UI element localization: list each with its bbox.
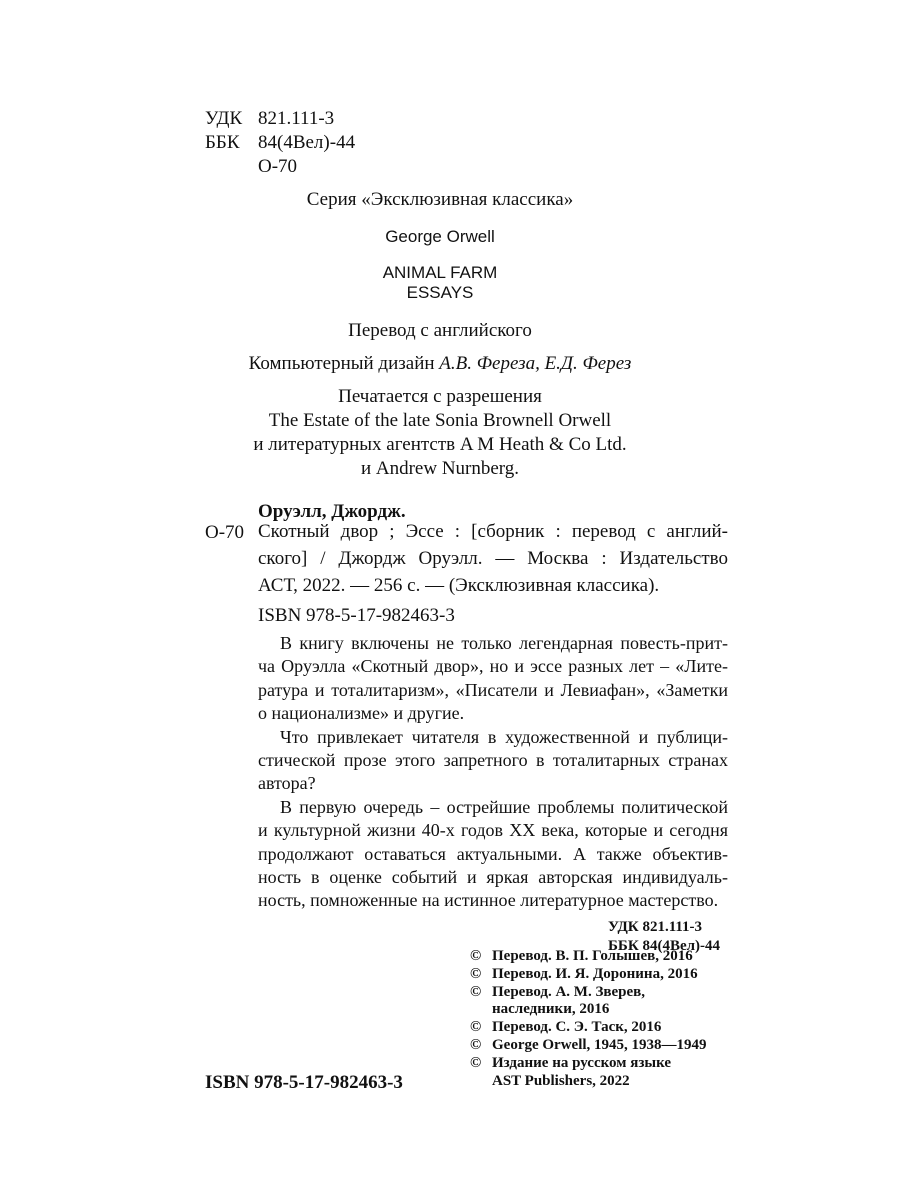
original-title-line-2: ESSAYS xyxy=(406,283,474,302)
isbn-bottom: ISBN 978-5-17-982463-3 xyxy=(205,1072,403,1093)
design-credit xyxy=(0,351,880,376)
bbk-code: 84(4Вел)-44 xyxy=(258,132,356,153)
design-names: А.В. Фереза, Е.Д. Ферез xyxy=(439,353,632,374)
copyright-line: © Издание на русском языке xyxy=(470,1054,672,1071)
annotation-line: В книгу включены не только легендарная повесть-прит- xyxy=(280,633,728,653)
copyright-symbol: © xyxy=(470,1036,482,1053)
design-prefix: Компьютерный дизайн xyxy=(248,353,440,374)
bbk-bottom: ББК 84(4Вел)-44 xyxy=(608,938,721,954)
udk-label: УДК xyxy=(205,108,243,129)
translation-note: Перевод с английского xyxy=(348,320,532,341)
copyright-symbol: © xyxy=(470,983,482,1000)
cutter-code: О-70 xyxy=(258,156,298,177)
annotation-line: и культурной жизни 40-х годов XX века, которые и сегодня xyxy=(258,820,728,841)
udk-code: 821.111-3 xyxy=(258,108,335,129)
author-heading: Оруэлл, Джордж. xyxy=(258,501,406,522)
copyright-symbol: © xyxy=(470,1054,482,1071)
permission-line-4: и Andrew Nurnberg. xyxy=(360,458,520,479)
copyright-line: © Перевод. В. П. Голышев, 2016 xyxy=(470,948,693,964)
annotation-line: ча Оруэлла «Скотный двор», но и эссе разных лет – «Лите- xyxy=(258,656,728,677)
biblio-line: АСТ, 2022. — 256 с. — (Эксклюзивная классика). xyxy=(258,575,660,596)
biblio-line: Скотный двор ; Эссе : [сборник : перевод с англий- xyxy=(258,521,728,542)
annotation-line: Что привлекает читателя в художественной и публици- xyxy=(280,726,728,747)
permission-line-1: Печатается с разрешения xyxy=(338,386,542,407)
annotation-line: В первую очередь – острейшие проблемы политической xyxy=(280,796,728,817)
copyright-line-continued: наследники, 2016 xyxy=(492,1001,610,1018)
original-author: George Orwell xyxy=(385,227,495,246)
copyright-symbol: © xyxy=(470,948,482,964)
permission-line-2: The Estate of the late Sonia Brownell Orwell xyxy=(268,410,612,431)
cutter-mark: О-70 xyxy=(205,522,245,543)
copyright-line: © Перевод. И. Я. Доронина, 2016 xyxy=(470,965,698,982)
bibliographic-description xyxy=(258,518,728,599)
original-title-line-1: ANIMAL FARM xyxy=(382,263,498,282)
copyright-block xyxy=(470,948,707,1090)
isbn-line: ISBN 978-5-17-982463-3 xyxy=(258,605,455,626)
copyright-line: © Перевод. А. М. Зверев, xyxy=(470,983,645,1000)
biblio-line: ского] / Джордж Оруэлл. — Москва : Издательство xyxy=(258,548,728,569)
annotation xyxy=(258,632,728,913)
annotation-line: ность, помноженные на истинное литературное мастерство. xyxy=(258,890,719,911)
annotation-line: продолжают оставаться актуальными. А также объектив- xyxy=(258,843,728,864)
copyright-symbol: © xyxy=(470,965,482,982)
annotation-line: стической прозе этого запретного в тоталитарных странах xyxy=(258,750,728,771)
annotation-line: автора? xyxy=(258,773,316,794)
permission-line-3: и литературных агентств A M Heath & Co Ltd. xyxy=(253,434,627,455)
copyright-line-continued: AST Publishers, 2022 xyxy=(492,1072,630,1089)
bbk-label: ББК xyxy=(205,132,240,153)
copyright-line: © George Orwell, 1945, 1938—1949 xyxy=(470,1036,707,1053)
copyright-symbol: © xyxy=(470,1019,482,1036)
udk-bottom: УДК 821.111-3 xyxy=(608,919,703,935)
annotation-line: ность в оценке событий и яркая авторская индивидуаль- xyxy=(258,867,728,888)
annotation-line: ратура и тоталитаризм», «Писатели и Левиафан», «Заметки xyxy=(258,679,728,700)
series-line: Серия «Эксклюзивная классика» xyxy=(306,189,574,210)
copyright-line: © Перевод. С. Э. Таск, 2016 xyxy=(470,1019,662,1036)
annotation-line: о национализме» и другие. xyxy=(258,703,465,724)
